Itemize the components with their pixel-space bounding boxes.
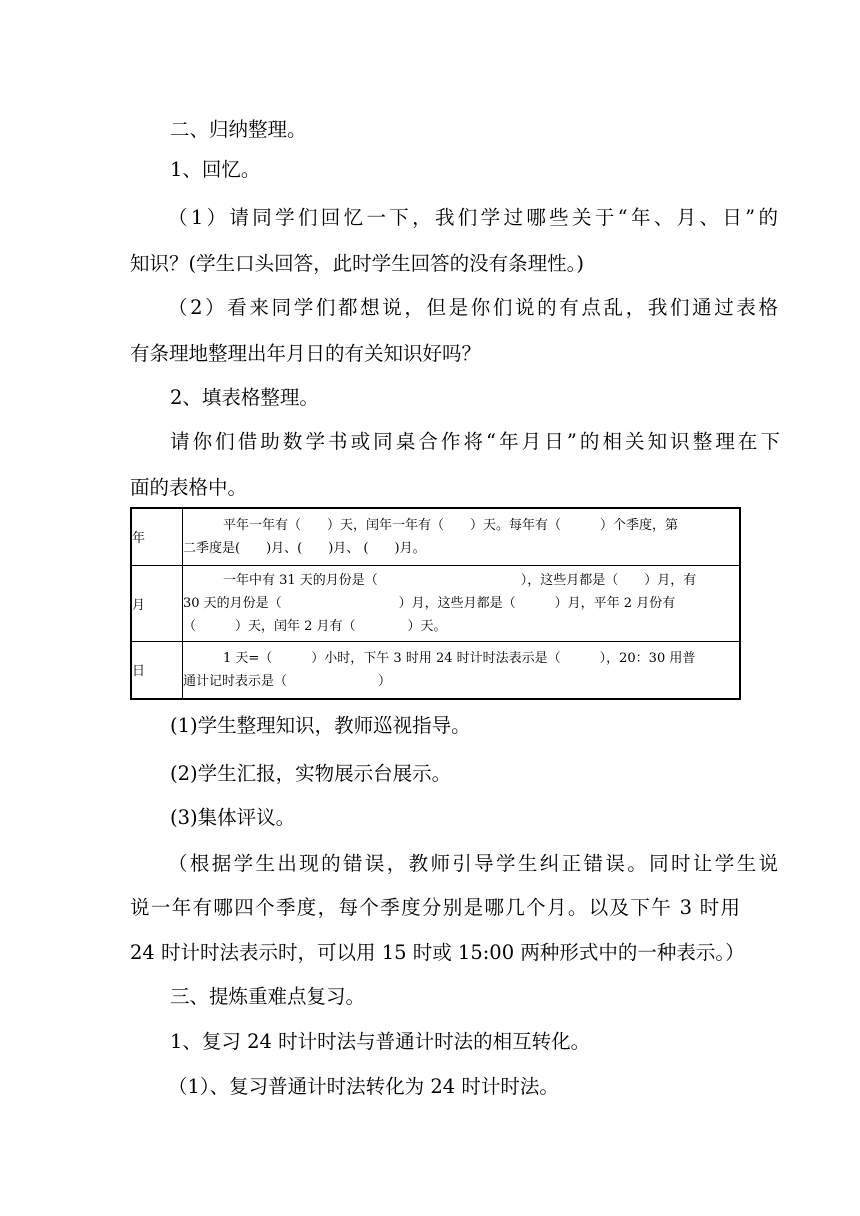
question-2-line-2: 有条理地整理出年月日的有关知识好吗？ xyxy=(130,342,482,365)
knowledge-table xyxy=(130,507,741,700)
teacher-note-line-3: 24 时计时法表示时，可以用 15 时或 15:00 两种形式中的一种表示。） xyxy=(130,941,745,964)
review-item-1: 1、复习 24 时计时法与普通计时法的相互转化。 xyxy=(170,1030,591,1053)
month-line-2: 30 天的月份是（ ）月，这些月都是（ ）月，平年 2 月份有 xyxy=(183,595,676,611)
year-line-2: 二季度是( )月、( )月、 ( )月。 xyxy=(183,540,426,556)
instruction-line-1: 请你们借助数学书或同桌合作将“年月日”的相关知识整理在下 xyxy=(170,430,780,453)
subheading-recall: 1、回忆。 xyxy=(170,158,261,181)
section-heading-2: 二、归纳整理。 xyxy=(170,118,307,141)
day-line-1: 1 天=（ ）小时，下午 3 时用 24 时计时法表示是（ ），20：30 用普 xyxy=(223,650,696,666)
instruction-line-2: 面的表格中。 xyxy=(130,476,248,499)
table-row-day xyxy=(131,641,740,699)
row-content-month xyxy=(183,565,741,641)
row-head-month: 月 xyxy=(131,565,183,641)
day-line-2: 通计记时表示是（ ） xyxy=(183,673,392,689)
row-content-day xyxy=(183,641,741,699)
question-1-line-1: （1）请同学们回忆一下，我们学过哪些关于“年、月、日”的 xyxy=(168,206,778,229)
step-2: (2)学生汇报，实物展示台展示。 xyxy=(170,762,452,785)
table-row-year xyxy=(131,508,740,565)
year-line-1: 平年一年有（ ）天，闰年一年有（ ）天。每年有（ ）个季度，第 xyxy=(223,517,679,533)
row-content-year xyxy=(183,508,741,565)
teacher-note-line-2: 说一年有哪四个季度，每个季度分别是哪几个月。以及下午 3 时用 xyxy=(130,896,740,919)
teacher-note-line-1: （根据学生出现的错误，教师引导学生纠正错误。同时让学生说 xyxy=(168,852,778,875)
step-3: (3)集体评议。 xyxy=(170,806,296,829)
month-line-1: 一年中有 31 天的月份是（ ），这些月都是（ ）月，有 xyxy=(223,572,697,588)
step-1: (1)学生整理知识，教师巡视指导。 xyxy=(170,714,471,737)
month-line-3: （ ）天，闰年 2 月有（ ）天。 xyxy=(183,618,447,634)
table-row-month xyxy=(131,565,740,641)
row-head-year: 年 xyxy=(131,508,183,565)
section-heading-3: 三、提炼重难点复习。 xyxy=(170,985,366,1008)
row-head-day: 日 xyxy=(131,641,183,699)
review-item-1-1: （1）、复习普通计时法转化为 24 时计时法。 xyxy=(168,1075,559,1098)
question-1-line-2: 知识？(学生口头回答，此时学生回答的没有条理性。) xyxy=(130,252,584,275)
subheading-fill-table: 2、填表格整理。 xyxy=(170,386,319,409)
question-2-line-1: （2）看来同学们都想说，但是你们说的有点乱，我们通过表格 xyxy=(168,296,778,319)
